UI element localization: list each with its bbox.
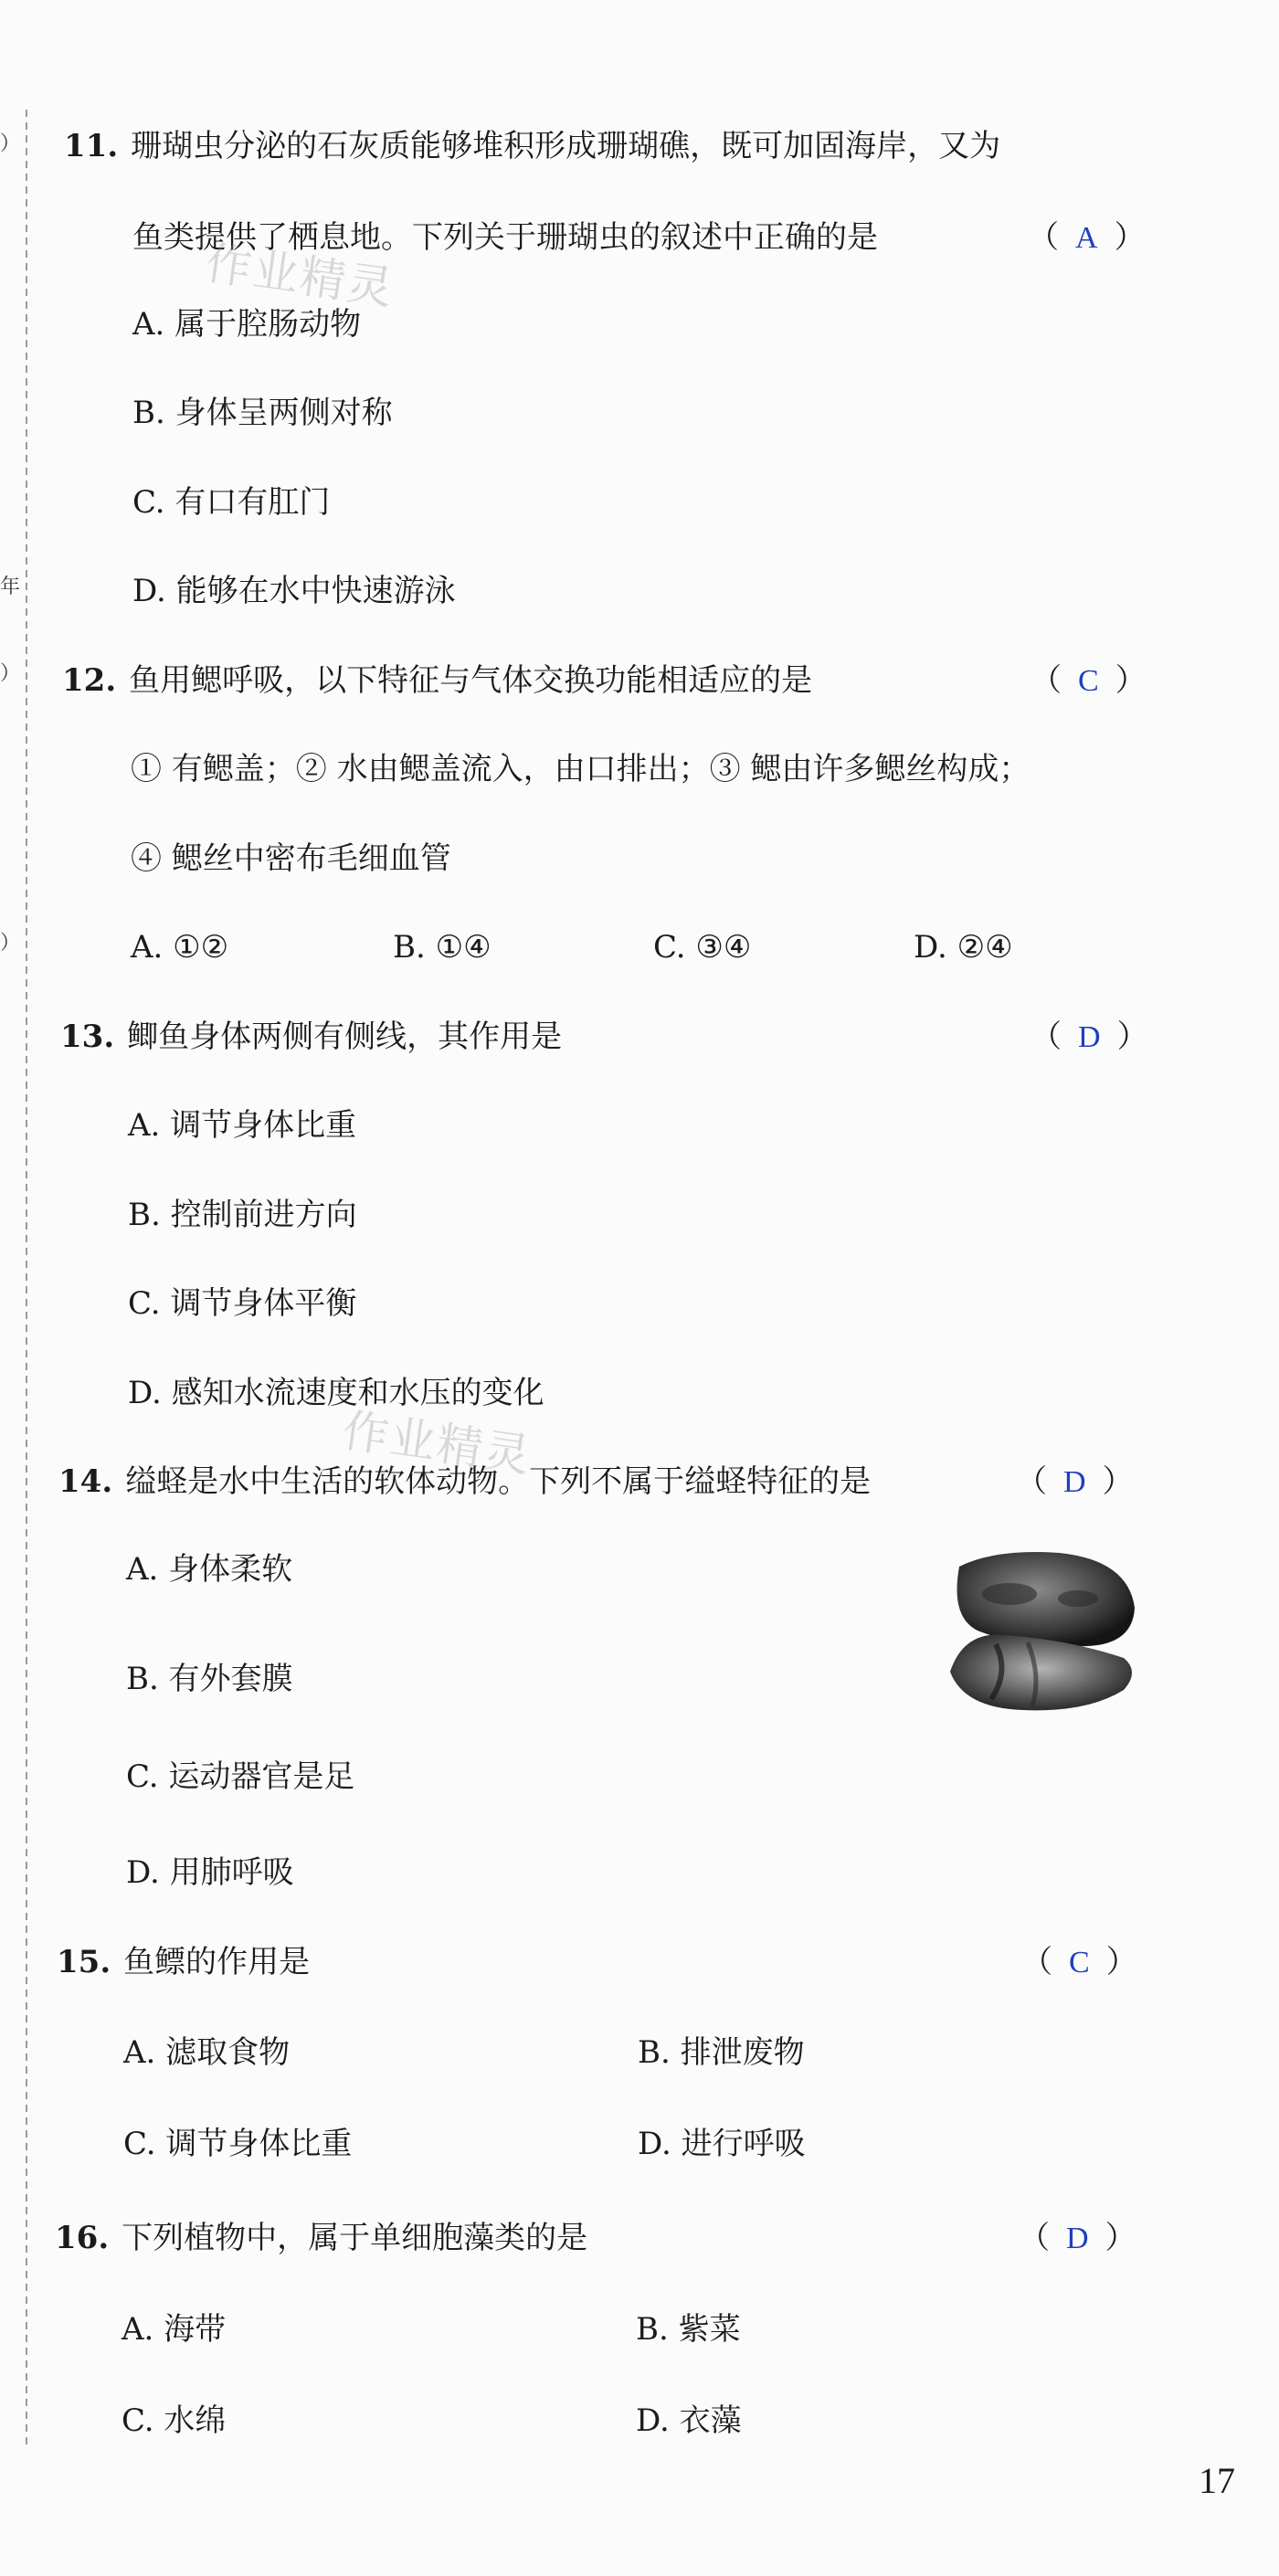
option: A. 滤取食物 <box>123 2034 291 2071</box>
option: C. ③④ <box>653 929 752 966</box>
question-13-stem: 13. 鲫鱼身体两侧有侧线，其作用是 <box>60 1019 563 1055</box>
option: B. 控制前进方向 <box>128 1197 357 1233</box>
answer-16: D <box>1066 2222 1089 2255</box>
option: D. ②④ <box>914 929 1013 966</box>
question-12-statements-line2: ④ 鳃丝中密布毛细血管 <box>131 840 451 877</box>
question-11-stem-line2: 鱼类提供了栖息地。下列关于珊瑚虫的叙述中正确的是 <box>132 219 878 256</box>
question-12-statements: ① 有鳃盖；② 水由鳃盖流入，由口排出；③ 鳃由许多鳃丝构成； <box>131 751 1031 787</box>
question-12-stem: 12. 鱼用鳃呼吸，以下特征与气体交换功能相适应的是 <box>62 662 813 699</box>
binding-margin-line <box>26 110 27 2448</box>
margin-mark: ） <box>0 932 21 955</box>
page-number: 17 <box>1199 2460 1235 2501</box>
option: C. 水绵 <box>122 2402 227 2439</box>
question-15-stem: 15. 鱼鳔的作用是 <box>57 1944 311 1980</box>
answer-11: A <box>1075 221 1098 255</box>
question-14-stem: 14. 缢蛏是水中生活的软体动物。下列不属于缢蛏特征的是 <box>58 1463 872 1500</box>
question-16-stem: 16. 下列植物中，属于单细胞藻类的是 <box>55 2220 588 2256</box>
option: B. 有外套膜 <box>126 1661 293 1697</box>
razor-clam-photo <box>941 1544 1144 1717</box>
margin-mark: ） <box>0 662 21 685</box>
answer-slot-13: （ D ） <box>1031 1019 1148 1055</box>
margin-mark: ） <box>0 132 21 155</box>
option: C. 调节身体平衡 <box>128 1285 357 1322</box>
margin-mark: 年 <box>0 575 21 598</box>
option: D. 用肺呼吸 <box>126 1854 294 1891</box>
option: B. 排泄废物 <box>638 2034 805 2071</box>
option: D. 能够在水中快速游泳 <box>132 573 456 609</box>
option: C. 调节身体比重 <box>123 2126 353 2162</box>
option: A. 海带 <box>122 2311 227 2348</box>
answer-13: D <box>1078 1020 1101 1054</box>
option: D. 衣藻 <box>636 2402 742 2439</box>
option: D. 进行呼吸 <box>638 2126 806 2162</box>
option: B. ①④ <box>393 929 492 966</box>
option: C. 运动器官是足 <box>126 1758 355 1795</box>
answer-slot-15: （ C ） <box>1021 1944 1137 1980</box>
answer-slot-16: （ D ） <box>1019 2220 1136 2256</box>
option: D. 感知水流速度和水压的变化 <box>128 1375 544 1411</box>
option: B. 身体呈两侧对称 <box>132 395 393 431</box>
answer-14: D <box>1063 1465 1086 1499</box>
option: C. 有口有肛门 <box>132 484 331 521</box>
answer-15: C <box>1069 1946 1090 1980</box>
answer-slot-11: （ A ） <box>1028 219 1146 256</box>
option: A. ①② <box>131 929 229 966</box>
option: A. 调节身体比重 <box>128 1107 357 1144</box>
option: B. 紫菜 <box>636 2311 741 2348</box>
answer-12: C <box>1078 664 1099 698</box>
option: A. 属于腔肠动物 <box>132 306 362 343</box>
watermark: 作业精灵 <box>202 236 398 316</box>
question-11-stem: 11. 珊瑚虫分泌的石灰质能够堆积形成珊瑚礁，既可加固海岸，又为 <box>64 128 1001 164</box>
watermark: 作业精灵 <box>339 1403 535 1483</box>
answer-slot-14: （ D ） <box>1016 1463 1134 1500</box>
option: A. 身体柔软 <box>126 1551 293 1588</box>
answer-slot-12: （ C ） <box>1031 662 1147 699</box>
